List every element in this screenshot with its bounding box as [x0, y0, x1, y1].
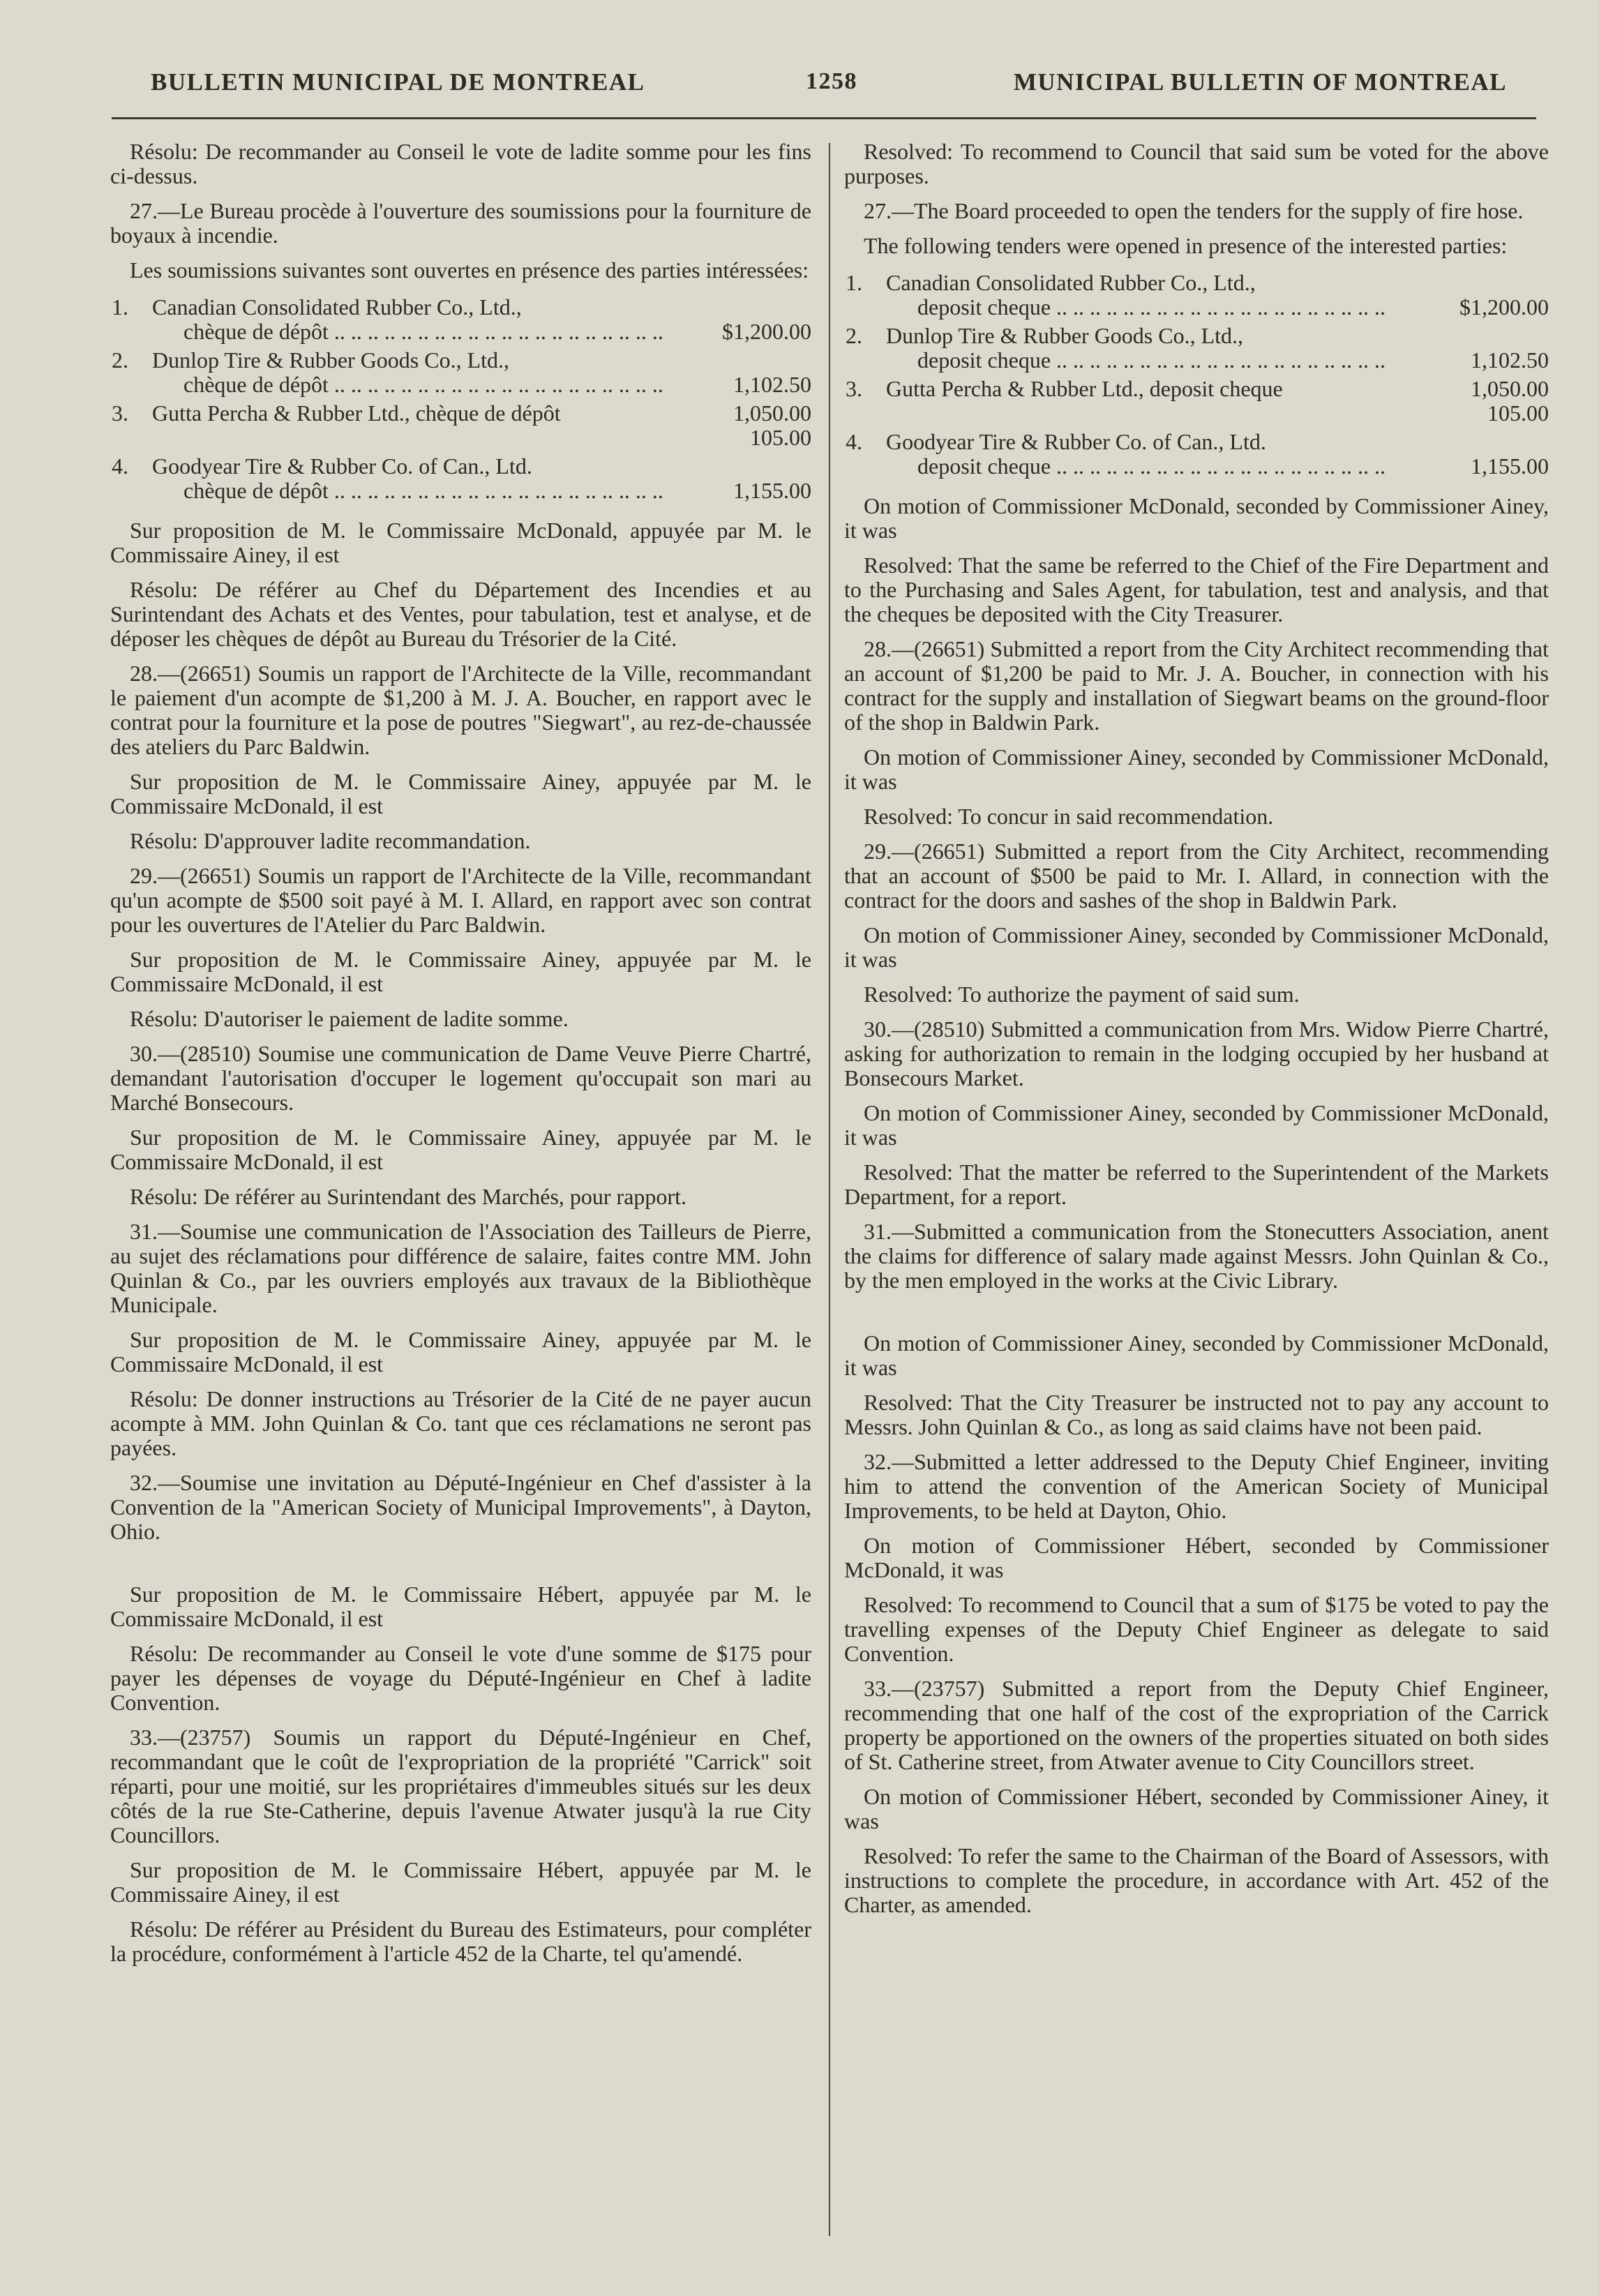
paragraph: 28.—(26651) Submitted a report from the City Architect recommending that an account of $1,200 be paid to Mr. J. A. Boucher, in connection with his contract for the supply and installation of Siegwart beams on the ground-floor of the shop in Baldwin Park.	[844, 636, 1549, 735]
tender-amount: 1,155.00	[1471, 453, 1549, 479]
paragraph: Sur proposition de M. le Commissaire Ainey, appuyée par M. le Commissaire McDonald, il est	[110, 1125, 811, 1174]
column-divider	[829, 143, 830, 2236]
paragraph: Resolved: That the City Treasurer be instructed not to pay any account to Messrs. John Quinlan & Co., as long as said claims have not been paid.	[844, 1390, 1549, 1439]
paragraph: The following tenders were opened in presence of the interested parties:	[864, 233, 1508, 258]
tender-company: Goodyear Tire & Rubber Co. of Can., Ltd.	[886, 429, 1266, 454]
paragraph: 33.—(23757) Submitted a report from the Deputy Chief Engineer, recommending that one half of the cost of the expropriation of the Carrick property be apportioned on the owners of the properties situated on both sides of St. Catherine street, from Atwater avenue to City Councillors street.	[844, 1676, 1549, 1774]
tender-amount: 1,102.50	[1471, 347, 1549, 373]
tender-item	[844, 271, 1549, 320]
paragraph: Résolu: De recommander au Conseil le vote de ladite somme pour les fins ci-dessus.	[110, 139, 811, 188]
paragraph: Sur proposition de M. le Commissaire Ainey, appuyée par M. le Commissaire McDonald, il est	[110, 1327, 811, 1376]
tender-label: chèque de dépôt .. ..	[183, 373, 707, 397]
tender-list	[844, 271, 1549, 479]
paragraph: Sur proposition de M. le Commissaire Ainey, appuyée par M. le Commissaire McDonald, il est	[110, 769, 811, 818]
page-number: 1258	[806, 68, 857, 94]
paragraph: 30.—(28510) Submitted a communication from Mrs. Widow Pierre Chartré, asking for authorization to remain in the lodging occupied by her husband at Bonsecours Market.	[844, 1016, 1549, 1090]
tender-number: 1.	[112, 294, 128, 320]
paragraph: On motion of Commissioner Ainey, seconded by Commissioner McDonald, it was	[844, 1100, 1549, 1150]
paragraph: Sur proposition de M. le Commissaire Hébert, appuyée par M. le Commissaire Ainey, il est	[110, 1857, 811, 1907]
paragraph: 29.—(26651) Submitted a report from the City Architect, recommending that an account of $500 be paid to Mr. I. Allard, in connection with the contract for the doors and sashes of the shop in Baldwin Park.	[844, 839, 1549, 913]
tender-extra-amount: 105.00	[750, 425, 811, 450]
tender-amount: 1,050.00	[1471, 376, 1549, 401]
paragraph: Resolved: That the same be referred to the Chief of the Fire Department and to the Purchasing and Sales Agent, for tabulation, test and analysis, and that the cheques be deposited with the City Treasurer.	[844, 553, 1549, 626]
tender-amount: 1,050.00	[733, 400, 811, 426]
tender-item	[110, 401, 811, 450]
header-left-title: BULLETIN MUNICIPAL DE MONTREAL	[151, 68, 645, 96]
paragraph: On motion of Commissioner Hébert, seconded by Commissioner McDonald, it was	[844, 1533, 1549, 1582]
tender-item	[844, 377, 1549, 426]
tender-number: 1.	[846, 270, 862, 295]
tender-company: Canadian Consolidated Rubber Co., Ltd.,	[152, 294, 522, 320]
paragraph: 27.—The Board proceeded to open the tenders for the supply of fire hose.	[864, 198, 1524, 223]
tender-item	[110, 348, 811, 397]
tender-company: Dunlop Tire & Rubber Goods Co., Ltd.,	[886, 323, 1244, 348]
tender-number: 3.	[112, 400, 128, 426]
paragraph: Résolu: De référer au Chef du Département des Incendies et au Surintendant des Achats et des Ventes, pour tabulation, test et analyse, et de déposer les chèques de dépôt au Bureau du Trésorier de la Cité.	[110, 577, 811, 651]
paragraph: 31.—Submitted a communication from the Stonecutters Association, anent the claims for difference of salary made against Messrs. John Quinlan & Co., by the men employed in the works at the Civic Library.	[844, 1219, 1549, 1293]
paragraph: On motion of Commissioner Ainey, seconded by Commissioner McDonald, it was	[844, 1330, 1549, 1380]
paragraph: Résolu: De référer au Surintendant des Marchés, pour rapport.	[130, 1184, 686, 1209]
paragraph: Sur proposition de M. le Commissaire Hébert, appuyée par M. le Commissaire McDonald, il est	[110, 1582, 811, 1631]
paragraph: On motion of Commissioner McDonald, seconded by Commissioner Ainey, it was	[844, 493, 1549, 543]
tender-company: Gutta Percha & Rubber Ltd., deposit cheque	[886, 376, 1283, 401]
tender-company: Goodyear Tire & Rubber Co. of Can., Ltd.	[152, 453, 532, 479]
paragraph: On motion of Commissioner Ainey, seconded by Commissioner McDonald, it was	[844, 744, 1549, 794]
paragraph: Resolved: To refer the same to the Chairman of the Board of Assessors, with instructions to complete the procedure, in accordance with Art. 452 of the Charter, as amended.	[844, 1843, 1549, 1917]
paragraph: 28.—(26651) Soumis un rapport de l'Architecte de la Ville, recommandant le paiement d'un acompte de $1,200 à M. J. A. Boucher, en rapport avec le contrat pour la fourniture et la pose de poutres "Siegwart", au rez-de-chaussée des ateliers du Parc Baldwin.	[110, 661, 811, 759]
tender-item	[844, 324, 1549, 373]
tender-item	[110, 454, 811, 503]
paragraph: 30.—(28510) Soumise une communication de Dame Veuve Pierre Chartré, demandant l'autorisation d'occuper le logement qu'occupait son mari au Marché Bonsecours.	[110, 1041, 811, 1115]
tender-label: deposit cheque .. ..	[917, 454, 1444, 479]
paragraph: Resolved: To recommend to Council that said sum be voted for the above purposes.	[844, 139, 1549, 188]
paragraph: Résolu: De recommander au Conseil le vote d'une somme de $175 pour payer les dépenses de voyage du Député-Ingénieur en Chef à ladite Convention.	[110, 1641, 811, 1715]
tender-item	[110, 295, 811, 344]
tender-amount: 1,155.00	[733, 478, 811, 503]
paragraph: 33.—(23757) Soumis un rapport du Député-Ingénieur en Chef, recommandant que le coût de l'expropriation de la propriété "Carrick" soit réparti, pour une moitié, sur les propriétaires d'immeubles situés sur les deux côtés de la rue Ste-Catherine, depuis l'avenue Atwater jusqu'à la rue City Councillors.	[110, 1725, 811, 1847]
tender-number: 2.	[112, 347, 128, 373]
paragraph: Resolved: To recommend to Council that a sum of $175 be voted to pay the travelling expenses of the Deputy Chief Engineer as delegate to said Convention.	[844, 1592, 1549, 1666]
paragraph: Les soumissions suivantes sont ouvertes en présence des parties intéressées:	[130, 257, 809, 283]
paragraph: Résolu: D'approuver ladite recommandation.	[130, 828, 531, 853]
paragraph: 31.—Soumise une communication de l'Association des Tailleurs de Pierre, au sujet des réclamations pour différence de salaire, faites contre MM. John Quinlan & Co., par les ouvriers employés aux travaux de la Bibliothèque Municipale.	[110, 1219, 811, 1317]
tender-amount: 1,102.50	[733, 372, 811, 397]
tender-label: chèque de dépôt .. ..	[183, 479, 707, 503]
paragraph: Résolu: De donner instructions au Trésorier de la Cité de ne payer aucun acompte à MM. John Quinlan & Co. tant que ces réclamations ne seront pas payées.	[110, 1386, 811, 1460]
tender-label: deposit cheque .. ..	[917, 348, 1444, 373]
tender-label: chèque de dépôt .. ..	[183, 320, 707, 344]
tender-extra-amount: 105.00	[1487, 400, 1549, 426]
paragraph: Sur proposition de M. le Commissaire Ainey, appuyée par M. le Commissaire McDonald, il est	[110, 947, 811, 996]
header-rule	[112, 117, 1536, 119]
paragraph: 27.—Le Bureau procède à l'ouverture des soumissions pour la fourniture de boyaux à incendie.	[110, 198, 811, 248]
paragraph: Résolu: D'autoriser le paiement de ladite somme.	[130, 1006, 569, 1031]
paragraph: Resolved: To authorize the payment of said sum.	[864, 982, 1300, 1007]
tender-company: Gutta Percha & Rubber Ltd., chèque de dépôt	[152, 400, 561, 426]
paragraph: On motion of Commissioner Ainey, seconded by Commissioner McDonald, it was	[844, 922, 1549, 972]
paragraph: Resolved: To concur in said recommendation.	[864, 804, 1274, 829]
french-column	[110, 140, 811, 1976]
tender-amount: $1,200.00	[1459, 294, 1549, 320]
paragraph: On motion of Commissioner Hébert, seconded by Commissioner Ainey, it was	[844, 1784, 1549, 1833]
tender-number: 4.	[112, 453, 128, 479]
paragraph: Resolved: That the matter be referred to the Superintendent of the Markets Department, for a report.	[844, 1160, 1549, 1209]
paragraph: 32.—Soumise une invitation au Député-Ingénieur en Chef d'assister à la Convention de la "American Society of Municipal Improvements", à Dayton, Ohio.	[110, 1470, 811, 1544]
paragraph: Résolu: De référer au Président du Bureau des Estimateurs, pour compléter la procédure, conformément à l'article 452 de la Charte, tel qu'amendé.	[110, 1916, 811, 1966]
paragraph: Sur proposition de M. le Commissaire McDonald, appuyée par M. le Commissaire Ainey, il est	[110, 518, 811, 567]
tender-item	[844, 430, 1549, 479]
tender-label: deposit cheque .. ..	[917, 295, 1444, 320]
paragraph: 32.—Submitted a letter addressed to the Deputy Chief Engineer, inviting him to attend the convention of the American Society of Municipal Improvements, to be held at Dayton, Ohio.	[844, 1449, 1549, 1523]
tender-number: 4.	[846, 429, 862, 454]
tender-amount: $1,200.00	[722, 319, 811, 344]
tender-number: 3.	[846, 376, 862, 401]
tender-number: 2.	[846, 323, 862, 348]
tender-list	[110, 295, 811, 503]
tender-company: Dunlop Tire & Rubber Goods Co., Ltd.,	[152, 347, 510, 373]
english-column	[844, 140, 1549, 1928]
tender-company: Canadian Consolidated Rubber Co., Ltd.,	[886, 270, 1256, 295]
header-right-title: MUNICIPAL BULLETIN OF MONTREAL	[1013, 68, 1507, 96]
paragraph: 29.—(26651) Soumis un rapport de l'Architecte de la Ville, recommandant qu'un acompte de $500 soit payé à M. I. Allard, en rapport avec son contrat pour les ouvertures de l'Atelier du Parc Baldwin.	[110, 863, 811, 937]
